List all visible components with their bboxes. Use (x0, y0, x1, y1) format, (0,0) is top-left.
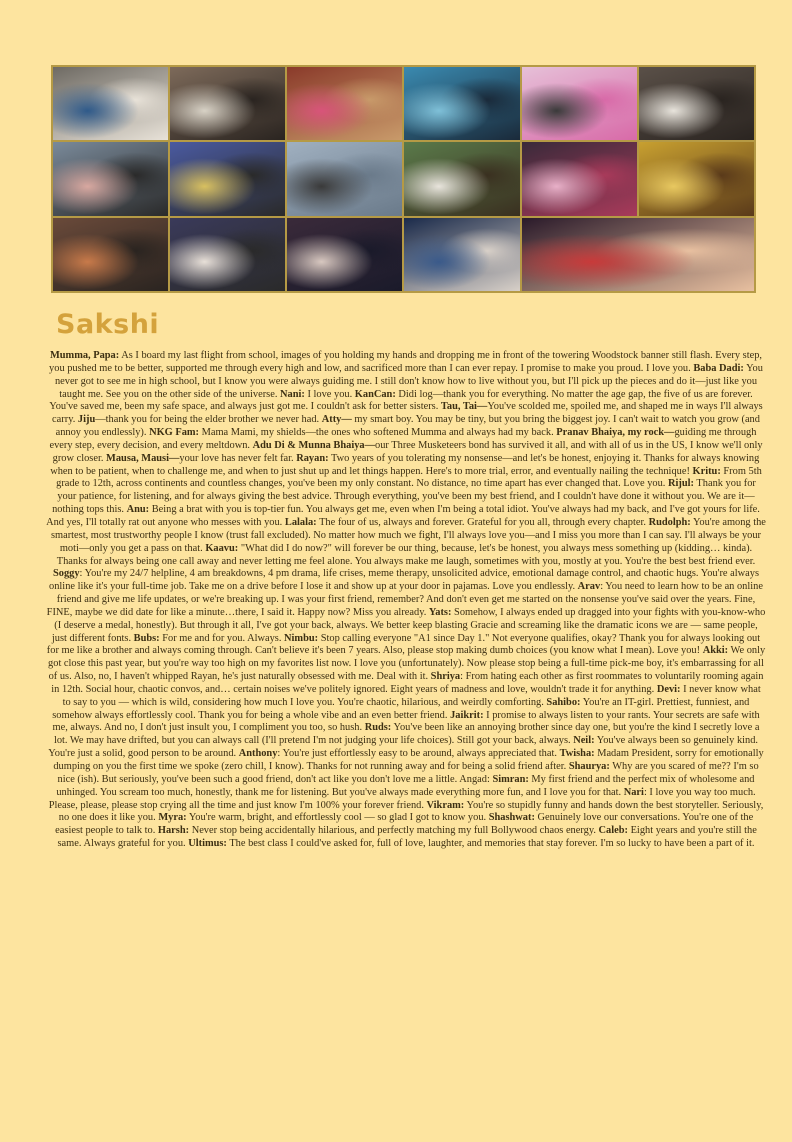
tribute-message: You're among the smartest, most trustworthy people I know (trust fall excluded). No matter how much we fight, I'll always love you—and I miss you more than I can say. I'll always be your moti—only you get a pass on that. (50, 516, 766, 554)
tribute-name: Jiju (77, 414, 96, 426)
tribute-message: We only got close this past year, but you're way too high on my favorites list now. I love you (unfortunately). Now please stop being a full-time pick-me boy, it's embarrassing for all of us. Also, no, I haven't whipped Rayan, he's just naturally obsessed with me. Deal with it. (48, 645, 766, 683)
tribute-text (46, 350, 766, 851)
tribute-name: Shriya (430, 671, 461, 683)
tribute-name: Shashwat: (488, 812, 535, 824)
tribute-name: Devi: (656, 683, 681, 695)
tribute-name: Nimbu: (284, 632, 319, 644)
collage-photo (522, 218, 754, 291)
tribute-name: Rudolph: (648, 516, 691, 528)
tribute-name: Adu Di & Munna Bhaiya— (252, 439, 376, 451)
collage-photo (639, 142, 754, 215)
tribute-name: Yats: (428, 606, 452, 618)
tribute-name: Nani: (280, 388, 305, 400)
tribute-name: Vikram: (426, 799, 465, 811)
tribute-message: You've always been so genuinely kind. You're just a solid, good person to be around. (48, 735, 759, 760)
tribute-name: Caleb: (598, 825, 628, 837)
tribute-message: "What did I do now?" will forever be our thing, because, let's be honest, you always mess something up (kidding… kinda). Thanks for always being one call away and never letting me feel alone. You always make me laugh, sometimes with you, mostly at you. You're the best best friend ever. (56, 542, 756, 567)
collage-photo (53, 142, 168, 215)
tribute-message: our Three Musketeers bond has survived it all, and with all of us in the US, I know we'll only grow closer. (52, 439, 763, 464)
tribute-name: Ultimus: (188, 838, 227, 850)
tribute-message: Genuinely love our conversations. You're one of the easiest people to talk to. (55, 812, 754, 837)
tribute-message: You've scolded me, spoiled me, and shaped me in ways I'll always carry. (52, 401, 763, 426)
tribute-message: Didi log—thank you for everything. No matter the age gap, the five of us are forever. You've saved me, been my safe space, and always just got me. I couldn't ask for better sisters. (49, 388, 753, 413)
collage-photo (522, 67, 637, 140)
tribute-message: your love has never felt far. (179, 452, 297, 464)
tribute-message: : You're my 24/7 helpline, 4 am breakdowns, 4 pm drama, life crises, meme therapy, unsolicited advice, emotional damage control, and chaotic hugs. You're always online like it's your full-time job. Take me on a drive before I lose it and show up at your door in pajamas. Love you endlessly. (49, 568, 759, 593)
tribute-message: guiding me through every step, every decision, and every meltdown. (49, 427, 757, 451)
tribute-message: For me and for you. Always. (159, 632, 285, 644)
collage-photo (522, 142, 637, 215)
photo-collage (51, 65, 756, 293)
tribute-name: Arav (577, 581, 601, 593)
collage-photo (404, 218, 519, 291)
tribute-message: : From hating each other as first roommates to voluntarily rooming again in 12th. Social hour, chaotic convos, and… certain noises we've politely ignored. Eight years of madness and love, wouldn't trade it for anything. (51, 671, 764, 695)
collage-photo (53, 67, 168, 140)
tribute-message: Two years of you tolerating my nonsense—and let's be honest, enjoying it. Thanks for always knowing when to be patient, when to challenge me, and when to just shut up and let things happen. Here's to more trial, error, and eventually nailing the technique! (50, 452, 760, 477)
collage-photo (287, 142, 402, 215)
tribute-name: Jaikrit: (450, 709, 484, 721)
tribute-message: You've been like an annoying brother since day one, but you're the kind I secretly love a lot. We may have drifted, but you can always call (I'll pretend I'm not judging your life choices). Still got your back, always. (53, 722, 760, 747)
tribute-name: Twisha: (559, 748, 595, 760)
tribute-message: Why are you scared of me?? I'm so nice (ish). But seriously, you've been such a good friend, don't act like you don't love me a little. Angad: (57, 761, 759, 785)
tribute-name: Tau, Tai— (440, 401, 488, 413)
tribute-name: Atty— (321, 414, 352, 426)
tribute-message: You're so stupidly funny and hands down the best storyteller. Seriously, no one does it like you. (58, 799, 764, 824)
collage-photo (170, 67, 285, 140)
tribute-message: —thank you for being the elder brother we never had. (95, 414, 322, 426)
tribute-name: Anu: (126, 504, 150, 516)
tribute-message: I promise to always listen to your rants. Your secrets are safe with me, always. And no, I don't just insult you, I compliment you too, so hush. (52, 709, 760, 734)
tribute-message: : You're just effortlessly easy to be around, always appreciated that. (277, 748, 560, 760)
tribute-message: my smart boy. You may be tiny, but you bring the biggest joy. I can't wait to watch you grow (and annoy you endlessly). (55, 414, 760, 439)
collage-photo (170, 142, 285, 215)
tribute-name: Kritu: (692, 465, 721, 477)
tribute-message: Eight years and you're still the same. Always grateful for you. (57, 825, 757, 850)
tribute-name: Myra: (158, 812, 187, 824)
tribute-name: Rayan: (296, 452, 329, 464)
tribute-message: Mama Mami, my shields—the ones who softened Mumma and always had my back. (199, 427, 557, 439)
tribute-message: : You need to learn how to be an online friend and give me life updates, or we're breaking up. I was your first friend, remember? And don't even get me started on the nonsense you've said over the years. Fine, FINE, maybe we did date for like a minute…there, I said it. Happy now? Miss you already. (46, 581, 763, 618)
tribute-message: Somehow, I always ended up dragged into your fights with you-know-who (I deserve a medal, honestly). But through it all, I've got your back, always. We better keep blasting Gracie and screaming like the dramatic icons we are — same people, just different fonts. (51, 606, 766, 644)
tribute-name: Mumma, Papa: (49, 350, 120, 361)
tribute-message: The best class I could've asked for, full of love, laughter, and memories that stay forever. I'm so lucky to have been a part of it. (226, 838, 755, 850)
tribute-name: Akki: (702, 645, 729, 657)
tribute-message: Madam President, sorry for emotionally dumping on you the first time we spoke (zero chill, I know). Thanks for not running away and for being a solid friend after. (53, 748, 764, 772)
tribute-message: Thank you for your patience, for listening, and for always giving the best advice. Through everything, you've been my best friend, and I couldn't have done it without you. We are it—nothing tops this. (52, 478, 756, 516)
student-name: Sakshi (56, 309, 160, 340)
tribute-message: The four of us, always and forever. Grateful for you all, through every chapter. (316, 516, 649, 528)
tribute-message: From 5th grade to 12th, across continents and countless changes, you've been my only constant. No distance, no time apart has ever changed that. Love you. (56, 465, 762, 490)
tribute-name: Anthony (238, 748, 278, 760)
tribute-message: Never stop being accidentally hilarious, and perfectly matching my full Bollywood chaos energy. (189, 825, 599, 837)
tribute-name: Pranav Bhaiya, my rock— (556, 427, 675, 439)
tribute-name: Baba Dadi: (693, 362, 744, 374)
tribute-name: Kaavu: (205, 542, 239, 554)
collage-photo (404, 67, 519, 140)
tribute-message: You never got to see me in high school, but I know you were always guiding me. I still don't know how to live without you, but I'll pick up the pieces and do it—just like you taught me. See you on the other side of the universe. (54, 362, 763, 400)
tribute-name: Neil: (573, 735, 595, 747)
tribute-name: KanCan: (354, 388, 396, 400)
collage-photo (287, 218, 402, 291)
tribute-name: Harsh: (157, 825, 190, 837)
tribute-name: Shaurya: (568, 761, 610, 772)
tribute-message: I never know what to say to you — which is wild, considering how much I love you. You're chaotic, hilarious, and weirdly comforting. (62, 683, 761, 708)
tribute-message: : I love you way too much. Please, please, please stop crying all the time and just know I'm 100% your forever friend. (48, 786, 756, 811)
collage-photo (53, 218, 168, 291)
tribute-name: Rijul: (668, 478, 694, 490)
tribute-message: As I board my last flight from school, images of you holding my hands and dropping me in front of the towering Woodstock banner still flash. Every step, you pushed me to be better, supported me through every high and low, and sacrificed more than I can ever repay. I promise to make you proud. I love you. (49, 350, 763, 374)
tribute-name: Mausa, Mausi— (106, 452, 180, 464)
tribute-message: You're warm, bright, and effortlessly cool — so glad I got to know you. (186, 812, 489, 824)
tribute-message: Stop calling everyone "A1 since Day 1." Not everyone qualifies, okay? Thank you for always looking out for me like a brother and always coming through. Can't believe it's been 7 years. Also, please stop making dumb choices (you know what I mean). Love you! (46, 632, 761, 657)
tribute-message: I love you. (304, 388, 355, 400)
tribute-message: Being a brat with you is top-tier fun. You always get me, even when I'm being a total idiot. You've always had my back, and I've got yours for life. And yes, I'll totally rat out anyone who messes with you. (46, 504, 760, 528)
tribute-message: You're an IT-girl. Prettiest, funniest, and somehow always effortlessly cool. Thank you for being a whole vibe and an even better friend. (52, 696, 750, 721)
tribute-name: Sahibo: (546, 696, 581, 708)
tribute-name: NKG Fam: (149, 427, 200, 439)
tribute-name: Simran: (492, 773, 529, 785)
tribute-name: Nari (623, 786, 644, 798)
collage-photo (639, 67, 754, 140)
tribute-name: Ruds: (364, 722, 392, 734)
collage-photo (404, 142, 519, 215)
tribute-name: Bubs: (133, 632, 160, 644)
tribute-name: Soggy (52, 568, 80, 580)
tribute-message: My first friend and the perfect mix of wholesome and unhinged. You scream too much, honestly, thank me for listening. But you've always made everything more fun, and I love you for that. (56, 773, 755, 798)
collage-photo (287, 67, 402, 140)
tribute-name: Lalala: (284, 516, 317, 528)
collage-photo (170, 218, 285, 291)
